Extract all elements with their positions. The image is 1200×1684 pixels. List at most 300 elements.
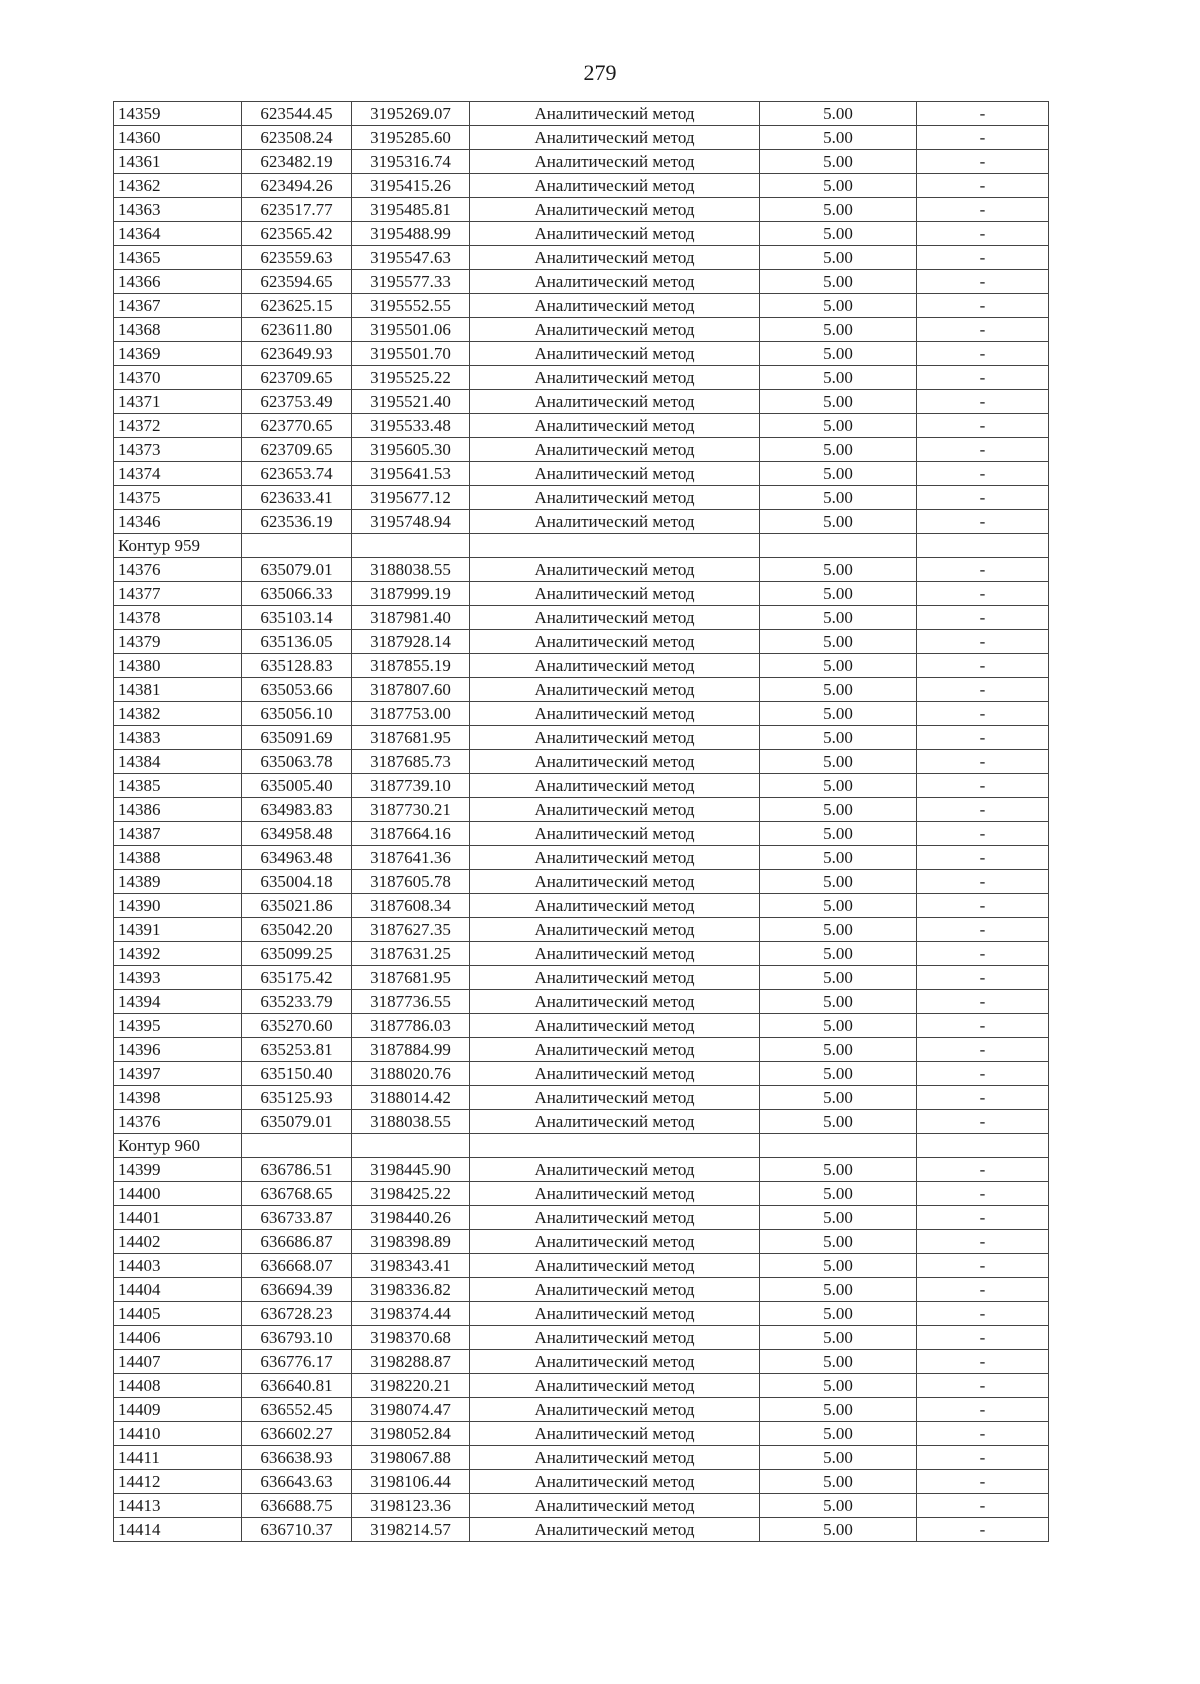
table-row	[114, 1158, 1049, 1182]
note-cell: -	[917, 774, 1049, 798]
note-cell: -	[917, 582, 1049, 606]
table-row	[114, 366, 1049, 390]
y-coordinate-cell: 3195605.30	[352, 438, 470, 462]
x-coordinate-cell: 634963.48	[242, 846, 352, 870]
y-coordinate-cell: 3198398.89	[352, 1230, 470, 1254]
method-cell: Аналитический метод	[470, 774, 760, 798]
table-row	[114, 1470, 1049, 1494]
table-row	[114, 1350, 1049, 1374]
method-cell: Аналитический метод	[470, 102, 760, 126]
table-row	[114, 990, 1049, 1014]
accuracy-cell: 5.00	[760, 462, 917, 486]
table-row	[114, 798, 1049, 822]
y-coordinate-cell: 3187681.95	[352, 726, 470, 750]
y-coordinate-cell: 3195501.70	[352, 342, 470, 366]
point-number-cell: 14410	[114, 1422, 242, 1446]
note-cell: -	[917, 1446, 1049, 1470]
method-cell: Аналитический метод	[470, 1230, 760, 1254]
note-cell: -	[917, 1014, 1049, 1038]
method-cell: Аналитический метод	[470, 414, 760, 438]
method-cell: Аналитический метод	[470, 1422, 760, 1446]
y-coordinate-cell: 3188014.42	[352, 1086, 470, 1110]
point-number-cell: 14390	[114, 894, 242, 918]
y-coordinate-cell: 3195525.22	[352, 366, 470, 390]
accuracy-cell: 5.00	[760, 174, 917, 198]
method-cell: Аналитический метод	[470, 318, 760, 342]
accuracy-cell: 5.00	[760, 150, 917, 174]
note-cell: -	[917, 918, 1049, 942]
x-coordinate-cell: 636643.63	[242, 1470, 352, 1494]
note-cell: -	[917, 1038, 1049, 1062]
x-coordinate-cell: 635079.01	[242, 1110, 352, 1134]
table-row	[114, 1446, 1049, 1470]
note-cell: -	[917, 318, 1049, 342]
method-cell: Аналитический метод	[470, 126, 760, 150]
table-row	[114, 1494, 1049, 1518]
empty-cell	[242, 1134, 352, 1158]
point-number-cell: 14381	[114, 678, 242, 702]
empty-cell	[352, 1134, 470, 1158]
x-coordinate-cell: 635042.20	[242, 918, 352, 942]
table-row	[114, 270, 1049, 294]
method-cell: Аналитический метод	[470, 462, 760, 486]
method-cell: Аналитический метод	[470, 1038, 760, 1062]
table-row	[114, 486, 1049, 510]
x-coordinate-cell: 635056.10	[242, 702, 352, 726]
point-number-cell: 14383	[114, 726, 242, 750]
x-coordinate-cell: 635103.14	[242, 606, 352, 630]
y-coordinate-cell: 3198288.87	[352, 1350, 470, 1374]
table-row	[114, 966, 1049, 990]
note-cell: -	[917, 1470, 1049, 1494]
table-row	[114, 102, 1049, 126]
note-cell: -	[917, 1494, 1049, 1518]
x-coordinate-cell: 635021.86	[242, 894, 352, 918]
method-cell: Аналитический метод	[470, 582, 760, 606]
method-cell: Аналитический метод	[470, 894, 760, 918]
accuracy-cell: 5.00	[760, 198, 917, 222]
note-cell: -	[917, 390, 1049, 414]
accuracy-cell: 5.00	[760, 1422, 917, 1446]
note-cell: -	[917, 750, 1049, 774]
point-number-cell: 14365	[114, 246, 242, 270]
point-number-cell: 14364	[114, 222, 242, 246]
coordinates-table	[113, 101, 1049, 1542]
note-cell: -	[917, 486, 1049, 510]
y-coordinate-cell: 3198074.47	[352, 1398, 470, 1422]
y-coordinate-cell: 3195485.81	[352, 198, 470, 222]
method-cell: Аналитический метод	[470, 198, 760, 222]
x-coordinate-cell: 636793.10	[242, 1326, 352, 1350]
point-number-cell: 14380	[114, 654, 242, 678]
table-row	[114, 126, 1049, 150]
accuracy-cell: 5.00	[760, 870, 917, 894]
accuracy-cell: 5.00	[760, 1062, 917, 1086]
table-row	[114, 414, 1049, 438]
accuracy-cell: 5.00	[760, 1110, 917, 1134]
x-coordinate-cell: 636640.81	[242, 1374, 352, 1398]
x-coordinate-cell: 636688.75	[242, 1494, 352, 1518]
table-row	[114, 1374, 1049, 1398]
y-coordinate-cell: 3198343.41	[352, 1254, 470, 1278]
note-cell: -	[917, 414, 1049, 438]
method-cell: Аналитический метод	[470, 1086, 760, 1110]
x-coordinate-cell: 623517.77	[242, 198, 352, 222]
table-row	[114, 1278, 1049, 1302]
y-coordinate-cell: 3198425.22	[352, 1182, 470, 1206]
x-coordinate-cell: 635175.42	[242, 966, 352, 990]
x-coordinate-cell: 623482.19	[242, 150, 352, 174]
table-row	[114, 942, 1049, 966]
accuracy-cell: 5.00	[760, 1302, 917, 1326]
y-coordinate-cell: 3198052.84	[352, 1422, 470, 1446]
y-coordinate-cell: 3195533.48	[352, 414, 470, 438]
accuracy-cell: 5.00	[760, 1230, 917, 1254]
x-coordinate-cell: 623653.74	[242, 462, 352, 486]
x-coordinate-cell: 635128.83	[242, 654, 352, 678]
point-number-cell: 14384	[114, 750, 242, 774]
point-number-cell: 14409	[114, 1398, 242, 1422]
method-cell: Аналитический метод	[470, 1374, 760, 1398]
x-coordinate-cell: 635079.01	[242, 558, 352, 582]
y-coordinate-cell: 3187685.73	[352, 750, 470, 774]
note-cell: -	[917, 294, 1049, 318]
note-cell: -	[917, 1518, 1049, 1542]
y-coordinate-cell: 3198123.36	[352, 1494, 470, 1518]
accuracy-cell: 5.00	[760, 1086, 917, 1110]
table-row	[114, 726, 1049, 750]
accuracy-cell: 5.00	[760, 1446, 917, 1470]
y-coordinate-cell: 3198374.44	[352, 1302, 470, 1326]
method-cell: Аналитический метод	[470, 1182, 760, 1206]
point-number-cell: 14379	[114, 630, 242, 654]
table-row	[114, 294, 1049, 318]
y-coordinate-cell: 3198220.21	[352, 1374, 470, 1398]
contour-title: Контур 960	[114, 1134, 242, 1158]
x-coordinate-cell: 635125.93	[242, 1086, 352, 1110]
empty-cell	[760, 1134, 917, 1158]
table-row	[114, 1326, 1049, 1350]
point-number-cell: 14400	[114, 1182, 242, 1206]
table-row	[114, 750, 1049, 774]
method-cell: Аналитический метод	[470, 1278, 760, 1302]
accuracy-cell: 5.00	[760, 222, 917, 246]
note-cell: -	[917, 558, 1049, 582]
note-cell: -	[917, 1398, 1049, 1422]
note-cell: -	[917, 198, 1049, 222]
table-row	[114, 1182, 1049, 1206]
y-coordinate-cell: 3188020.76	[352, 1062, 470, 1086]
table-row	[114, 1110, 1049, 1134]
method-cell: Аналитический метод	[470, 174, 760, 198]
y-coordinate-cell: 3187739.10	[352, 774, 470, 798]
accuracy-cell: 5.00	[760, 294, 917, 318]
point-number-cell: 14382	[114, 702, 242, 726]
point-number-cell: 14402	[114, 1230, 242, 1254]
point-number-cell: 14393	[114, 966, 242, 990]
table-row	[114, 846, 1049, 870]
accuracy-cell: 5.00	[760, 702, 917, 726]
table-row	[114, 1518, 1049, 1542]
accuracy-cell: 5.00	[760, 246, 917, 270]
y-coordinate-cell: 3187608.34	[352, 894, 470, 918]
contour-header-row	[114, 534, 1049, 558]
note-cell: -	[917, 126, 1049, 150]
method-cell: Аналитический метод	[470, 606, 760, 630]
method-cell: Аналитический метод	[470, 726, 760, 750]
accuracy-cell: 5.00	[760, 582, 917, 606]
point-number-cell: 14389	[114, 870, 242, 894]
point-number-cell: 14404	[114, 1278, 242, 1302]
y-coordinate-cell: 3195677.12	[352, 486, 470, 510]
x-coordinate-cell: 635253.81	[242, 1038, 352, 1062]
y-coordinate-cell: 3195552.55	[352, 294, 470, 318]
x-coordinate-cell: 636668.07	[242, 1254, 352, 1278]
accuracy-cell: 5.00	[760, 1398, 917, 1422]
note-cell: -	[917, 1326, 1049, 1350]
point-number-cell: 14405	[114, 1302, 242, 1326]
method-cell: Аналитический метод	[470, 1446, 760, 1470]
y-coordinate-cell: 3187631.25	[352, 942, 470, 966]
accuracy-cell: 5.00	[760, 438, 917, 462]
x-coordinate-cell: 623633.41	[242, 486, 352, 510]
accuracy-cell: 5.00	[760, 990, 917, 1014]
accuracy-cell: 5.00	[760, 318, 917, 342]
x-coordinate-cell: 634958.48	[242, 822, 352, 846]
table-row	[114, 1014, 1049, 1038]
point-number-cell: 14385	[114, 774, 242, 798]
y-coordinate-cell: 3195488.99	[352, 222, 470, 246]
point-number-cell: 14413	[114, 1494, 242, 1518]
accuracy-cell: 5.00	[760, 1374, 917, 1398]
x-coordinate-cell: 636733.87	[242, 1206, 352, 1230]
x-coordinate-cell: 635136.05	[242, 630, 352, 654]
table-row	[114, 870, 1049, 894]
method-cell: Аналитический метод	[470, 1206, 760, 1230]
method-cell: Аналитический метод	[470, 630, 760, 654]
method-cell: Аналитический метод	[470, 366, 760, 390]
table-row	[114, 822, 1049, 846]
note-cell: -	[917, 822, 1049, 846]
method-cell: Аналитический метод	[470, 246, 760, 270]
note-cell: -	[917, 1182, 1049, 1206]
accuracy-cell: 5.00	[760, 942, 917, 966]
table-row	[114, 342, 1049, 366]
y-coordinate-cell: 3187730.21	[352, 798, 470, 822]
point-number-cell: 14374	[114, 462, 242, 486]
point-number-cell: 14370	[114, 366, 242, 390]
accuracy-cell: 5.00	[760, 726, 917, 750]
note-cell: -	[917, 342, 1049, 366]
method-cell: Аналитический метод	[470, 1470, 760, 1494]
note-cell: -	[917, 966, 1049, 990]
method-cell: Аналитический метод	[470, 294, 760, 318]
table-row	[114, 246, 1049, 270]
note-cell: -	[917, 894, 1049, 918]
point-number-cell: 14391	[114, 918, 242, 942]
accuracy-cell: 5.00	[760, 750, 917, 774]
accuracy-cell: 5.00	[760, 414, 917, 438]
x-coordinate-cell: 623559.63	[242, 246, 352, 270]
table-row	[114, 222, 1049, 246]
accuracy-cell: 5.00	[760, 654, 917, 678]
accuracy-cell: 5.00	[760, 1470, 917, 1494]
table-row	[114, 654, 1049, 678]
y-coordinate-cell: 3198067.88	[352, 1446, 470, 1470]
x-coordinate-cell: 623508.24	[242, 126, 352, 150]
y-coordinate-cell: 3187786.03	[352, 1014, 470, 1038]
accuracy-cell: 5.00	[760, 822, 917, 846]
accuracy-cell: 5.00	[760, 1278, 917, 1302]
point-number-cell: 14366	[114, 270, 242, 294]
note-cell: -	[917, 462, 1049, 486]
y-coordinate-cell: 3187605.78	[352, 870, 470, 894]
table-row	[114, 390, 1049, 414]
y-coordinate-cell: 3195501.06	[352, 318, 470, 342]
table-row	[114, 1422, 1049, 1446]
coordinates-table-body	[114, 102, 1049, 1542]
point-number-cell: 14397	[114, 1062, 242, 1086]
empty-cell	[242, 534, 352, 558]
y-coordinate-cell: 3187681.95	[352, 966, 470, 990]
note-cell: -	[917, 438, 1049, 462]
method-cell: Аналитический метод	[470, 1254, 760, 1278]
y-coordinate-cell: 3187807.60	[352, 678, 470, 702]
point-number-cell: 14359	[114, 102, 242, 126]
note-cell: -	[917, 1062, 1049, 1086]
x-coordinate-cell: 623625.15	[242, 294, 352, 318]
note-cell: -	[917, 606, 1049, 630]
y-coordinate-cell: 3195547.63	[352, 246, 470, 270]
method-cell: Аналитический метод	[470, 918, 760, 942]
accuracy-cell: 5.00	[760, 678, 917, 702]
point-number-cell: 14377	[114, 582, 242, 606]
point-number-cell: 14373	[114, 438, 242, 462]
point-number-cell: 14367	[114, 294, 242, 318]
point-number-cell: 14407	[114, 1350, 242, 1374]
table-row	[114, 1206, 1049, 1230]
y-coordinate-cell: 3187855.19	[352, 654, 470, 678]
accuracy-cell: 5.00	[760, 390, 917, 414]
contour-title: Контур 959	[114, 534, 242, 558]
method-cell: Аналитический метод	[470, 1158, 760, 1182]
note-cell: -	[917, 1302, 1049, 1326]
point-number-cell: 14399	[114, 1158, 242, 1182]
point-number-cell: 14408	[114, 1374, 242, 1398]
point-number-cell: 14396	[114, 1038, 242, 1062]
y-coordinate-cell: 3198370.68	[352, 1326, 470, 1350]
accuracy-cell: 5.00	[760, 102, 917, 126]
note-cell: -	[917, 510, 1049, 534]
x-coordinate-cell: 635233.79	[242, 990, 352, 1014]
point-number-cell: 14395	[114, 1014, 242, 1038]
accuracy-cell: 5.00	[760, 1254, 917, 1278]
method-cell: Аналитический метод	[470, 150, 760, 174]
method-cell: Аналитический метод	[470, 438, 760, 462]
point-number-cell: 14387	[114, 822, 242, 846]
empty-cell	[917, 1134, 1049, 1158]
y-coordinate-cell: 3187753.00	[352, 702, 470, 726]
note-cell: -	[917, 942, 1049, 966]
y-coordinate-cell: 3187641.36	[352, 846, 470, 870]
accuracy-cell: 5.00	[760, 1494, 917, 1518]
y-coordinate-cell: 3198214.57	[352, 1518, 470, 1542]
accuracy-cell: 5.00	[760, 606, 917, 630]
y-coordinate-cell: 3188038.55	[352, 558, 470, 582]
method-cell: Аналитический метод	[470, 654, 760, 678]
x-coordinate-cell: 623611.80	[242, 318, 352, 342]
method-cell: Аналитический метод	[470, 558, 760, 582]
x-coordinate-cell: 635091.69	[242, 726, 352, 750]
empty-cell	[470, 534, 760, 558]
y-coordinate-cell: 3187664.16	[352, 822, 470, 846]
x-coordinate-cell: 636552.45	[242, 1398, 352, 1422]
point-number-cell: 14368	[114, 318, 242, 342]
point-number-cell: 14386	[114, 798, 242, 822]
note-cell: -	[917, 798, 1049, 822]
point-number-cell: 14392	[114, 942, 242, 966]
x-coordinate-cell: 636728.23	[242, 1302, 352, 1326]
note-cell: -	[917, 846, 1049, 870]
method-cell: Аналитический метод	[470, 390, 760, 414]
table-row	[114, 702, 1049, 726]
y-coordinate-cell: 3195285.60	[352, 126, 470, 150]
table-row	[114, 678, 1049, 702]
method-cell: Аналитический метод	[470, 1350, 760, 1374]
method-cell: Аналитический метод	[470, 966, 760, 990]
empty-cell	[352, 534, 470, 558]
method-cell: Аналитический метод	[470, 1110, 760, 1134]
x-coordinate-cell: 634983.83	[242, 798, 352, 822]
x-coordinate-cell: 635005.40	[242, 774, 352, 798]
accuracy-cell: 5.00	[760, 774, 917, 798]
note-cell: -	[917, 246, 1049, 270]
table-row	[114, 630, 1049, 654]
accuracy-cell: 5.00	[760, 630, 917, 654]
point-number-cell: 14411	[114, 1446, 242, 1470]
note-cell: -	[917, 1110, 1049, 1134]
x-coordinate-cell: 623536.19	[242, 510, 352, 534]
accuracy-cell: 5.00	[760, 846, 917, 870]
y-coordinate-cell: 3187627.35	[352, 918, 470, 942]
point-number-cell: 14398	[114, 1086, 242, 1110]
y-coordinate-cell: 3187736.55	[352, 990, 470, 1014]
method-cell: Аналитический метод	[470, 1014, 760, 1038]
note-cell: -	[917, 366, 1049, 390]
note-cell: -	[917, 1206, 1049, 1230]
method-cell: Аналитический метод	[470, 990, 760, 1014]
method-cell: Аналитический метод	[470, 342, 760, 366]
accuracy-cell: 5.00	[760, 966, 917, 990]
point-number-cell: 14371	[114, 390, 242, 414]
empty-cell	[760, 534, 917, 558]
note-cell: -	[917, 702, 1049, 726]
x-coordinate-cell: 635063.78	[242, 750, 352, 774]
method-cell: Аналитический метод	[470, 822, 760, 846]
accuracy-cell: 5.00	[760, 1182, 917, 1206]
note-cell: -	[917, 1158, 1049, 1182]
table-row	[114, 918, 1049, 942]
page-number: 279	[583, 60, 617, 85]
note-cell: -	[917, 990, 1049, 1014]
point-number-cell: 14414	[114, 1518, 242, 1542]
method-cell: Аналитический метод	[470, 942, 760, 966]
table-row	[114, 462, 1049, 486]
table-row	[114, 1302, 1049, 1326]
x-coordinate-cell: 623770.65	[242, 414, 352, 438]
accuracy-cell: 5.00	[760, 126, 917, 150]
x-coordinate-cell: 636686.87	[242, 1230, 352, 1254]
